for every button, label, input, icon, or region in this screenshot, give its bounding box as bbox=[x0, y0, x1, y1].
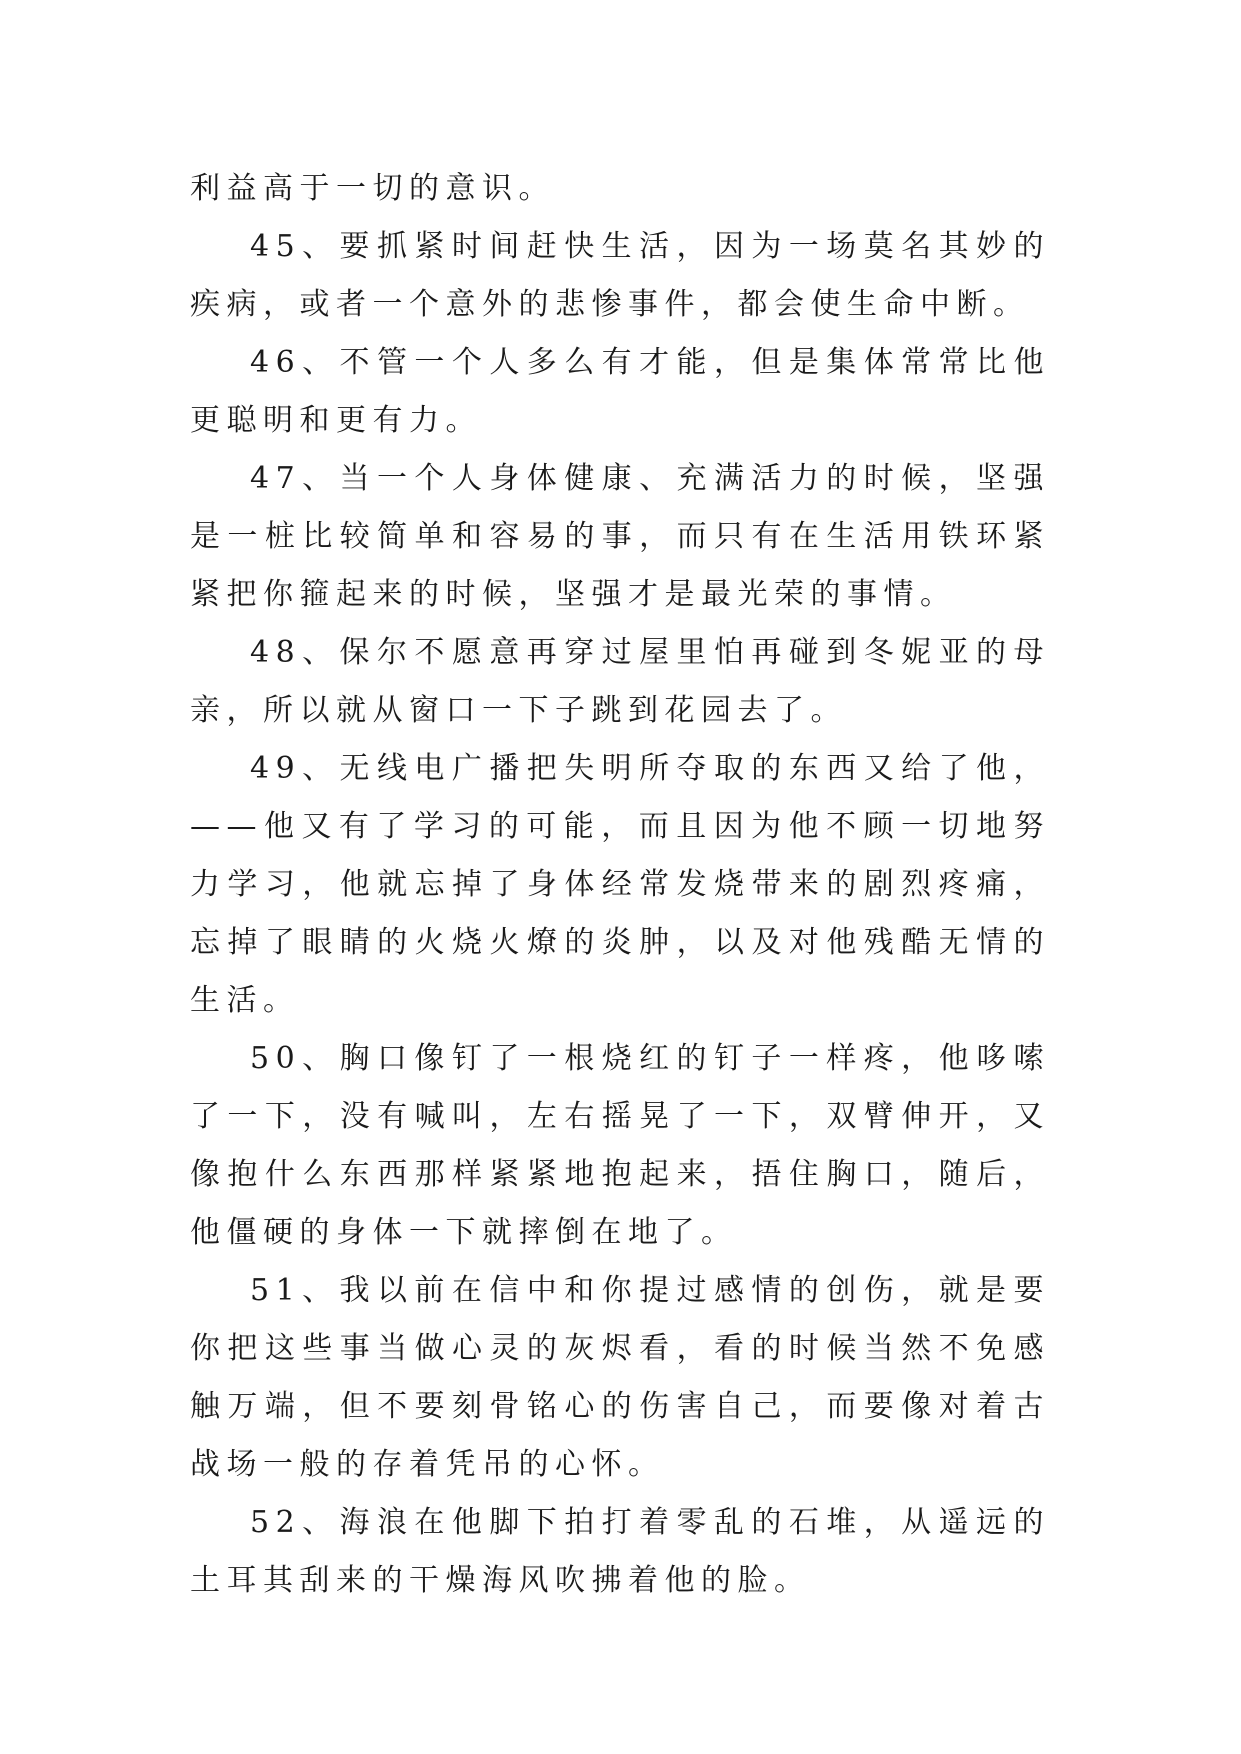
paragraph-item-47: 47、当一个人身体健康、充满活力的时候，坚强是一桩比较简单和容易的事，而只有在生活用铁环紧紧把你箍起来的时候，坚强才是最光荣的事情。 bbox=[190, 461, 1050, 612]
paragraph-item-48: 48、保尔不愿意再穿过屋里怕再碰到冬妮亚的母亲，所以就从窗口一下子跳到花园去了。 bbox=[190, 635, 1050, 728]
paragraph-item-49: 49、无线电广播把失明所夺取的东西又给了他，——他又有了学习的可能，而且因为他不顾一切地努力学习，他就忘掉了身体经常发烧带来的剧烈疼痛，忘掉了眼睛的火烧火燎的炎肿，以及对他残酷无情的生活。 bbox=[190, 751, 1050, 1018]
paragraph-item-52: 52、海浪在他脚下拍打着零乱的石堆，从遥远的土耳其刮来的干燥海风吹拂着他的脸。 bbox=[190, 1505, 1050, 1598]
paragraph-item-45: 45、要抓紧时间赶快生活，因为一场莫名其妙的疾病，或者一个意外的悲惨事件，都会使生命中断。 bbox=[190, 229, 1050, 322]
paragraph-item-46: 46、不管一个人多么有才能，但是集体常常比他更聪明和更有力。 bbox=[190, 345, 1050, 438]
paragraph-continuation: 利益高于一切的意识。 bbox=[190, 171, 555, 206]
document-body bbox=[190, 160, 1050, 1610]
paragraph-item-51: 51、我以前在信中和你提过感情的创伤，就是要你把这些事当做心灵的灰烬看，看的时候当然不免感触万端，但不要刻骨铭心的伤害自己，而要像对着古战场一般的存着凭吊的心怀。 bbox=[190, 1273, 1050, 1482]
paragraph-item-50: 50、胸口像钉了一根烧红的钉子一样疼，他哆嗦了一下，没有喊叫，左右摇晃了一下，双臂伸开，又像抱什么东西那样紧紧地抱起来，捂住胸口，随后，他僵硬的身体一下就摔倒在地了。 bbox=[190, 1041, 1050, 1250]
